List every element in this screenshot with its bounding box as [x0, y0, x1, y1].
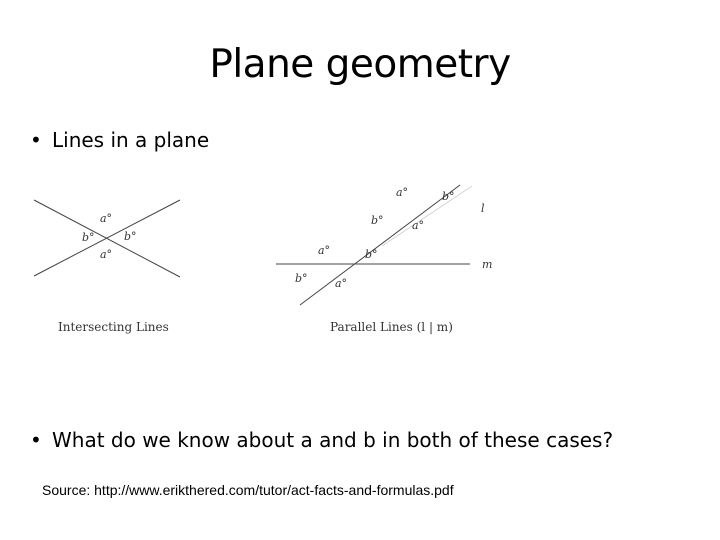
bullet-question: [30, 428, 613, 452]
angle-label-bottom: a°: [100, 248, 113, 261]
bullet-text: Lines in a plane: [52, 128, 210, 152]
bullet-marker: •: [30, 428, 42, 452]
line-m-label: m: [482, 258, 493, 271]
intersecting-lines-figure: [34, 200, 180, 334]
angle-label-top: a°: [100, 212, 113, 225]
lower-angle-top-left: a°: [318, 244, 331, 257]
bullet-text: What do we know about a and b in both of these cases?: [52, 428, 614, 452]
source-citation: Source: http://www.erikthered.com/tutor/act-facts-and-formulas.pdf: [42, 482, 454, 498]
slide-title: Plane geometry: [209, 42, 511, 87]
intersecting-caption: Intersecting Lines: [58, 320, 169, 334]
upper-angle-bottom-left: b°: [371, 214, 384, 227]
angle-label-left: b°: [82, 231, 95, 244]
upper-angle-top-left: a°: [396, 186, 409, 199]
upper-angle-top-right: b°: [442, 190, 455, 203]
upper-angle-bottom-right: a°: [412, 219, 425, 232]
bullet-marker: •: [30, 128, 42, 152]
lower-angle-bottom-right: a°: [335, 277, 348, 290]
parallel-lines-figure: [276, 185, 492, 334]
line-l-label: l: [481, 202, 485, 215]
parallel-caption: Parallel Lines (l | m): [330, 320, 453, 334]
lower-angle-bottom-left: b°: [295, 272, 308, 285]
lower-angle-top-right: b°: [365, 248, 378, 261]
angle-label-right: b°: [124, 230, 137, 243]
